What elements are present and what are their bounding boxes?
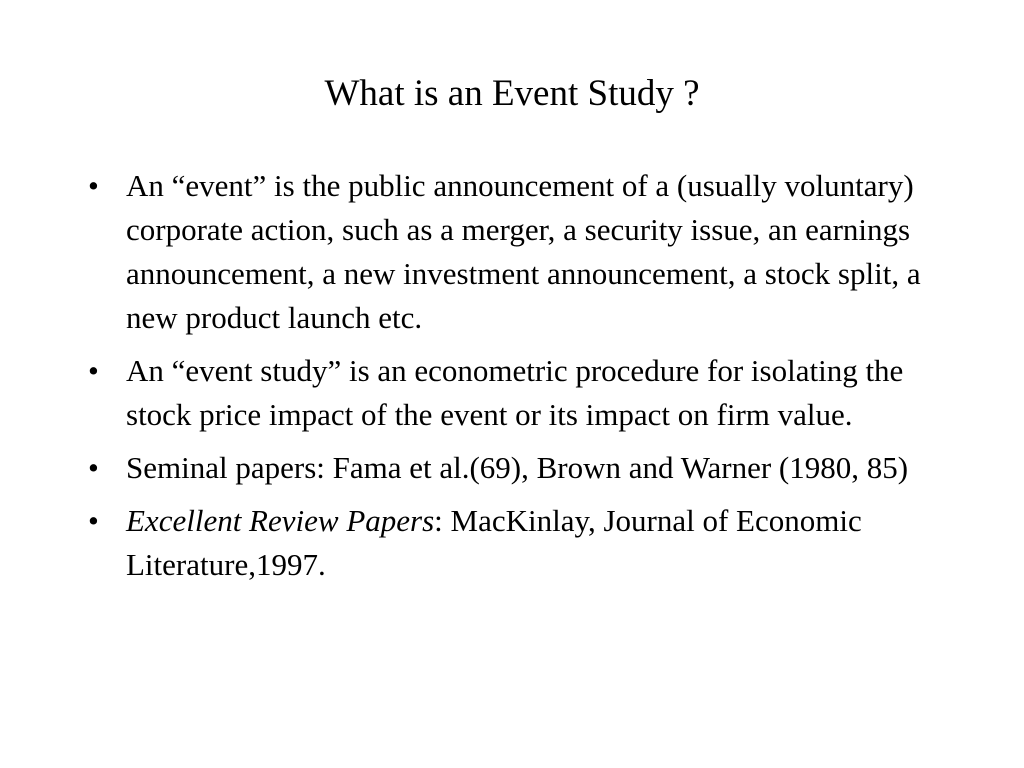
bullet-item-review-papers (88, 499, 948, 587)
bullet-item-event-study-definition (88, 349, 948, 437)
bullet-lead-italic: Excellent Review Papers (126, 503, 435, 538)
bullet-icon: • (88, 503, 99, 538)
bullet-item-event-definition (88, 164, 948, 340)
bullet-text: An “event study” is an econometric procedure for isolating the stock price impact of the event or its impact on firm value. (126, 353, 904, 432)
bullet-text: Seminal papers: Fama et al.(69), Brown and Warner (1980, 85) (126, 450, 909, 485)
slide-title: What is an Event Study ? (324, 73, 700, 114)
bullet-icon: • (88, 168, 99, 203)
bullet-item-seminal-papers (88, 446, 948, 490)
bullet-icon: • (88, 353, 99, 388)
bullet-text: : MacKinlay, Journal of Economic Literature,1997. (126, 503, 862, 582)
bullet-icon: • (88, 450, 99, 485)
bullet-list (88, 164, 948, 596)
bullet-text: An “event” is the public announcement of a (usually voluntary) corporate action, such as a merger, a security issue, an earnings announcement, a new investment announcement, a stock split, a new product launch etc. (126, 168, 921, 335)
